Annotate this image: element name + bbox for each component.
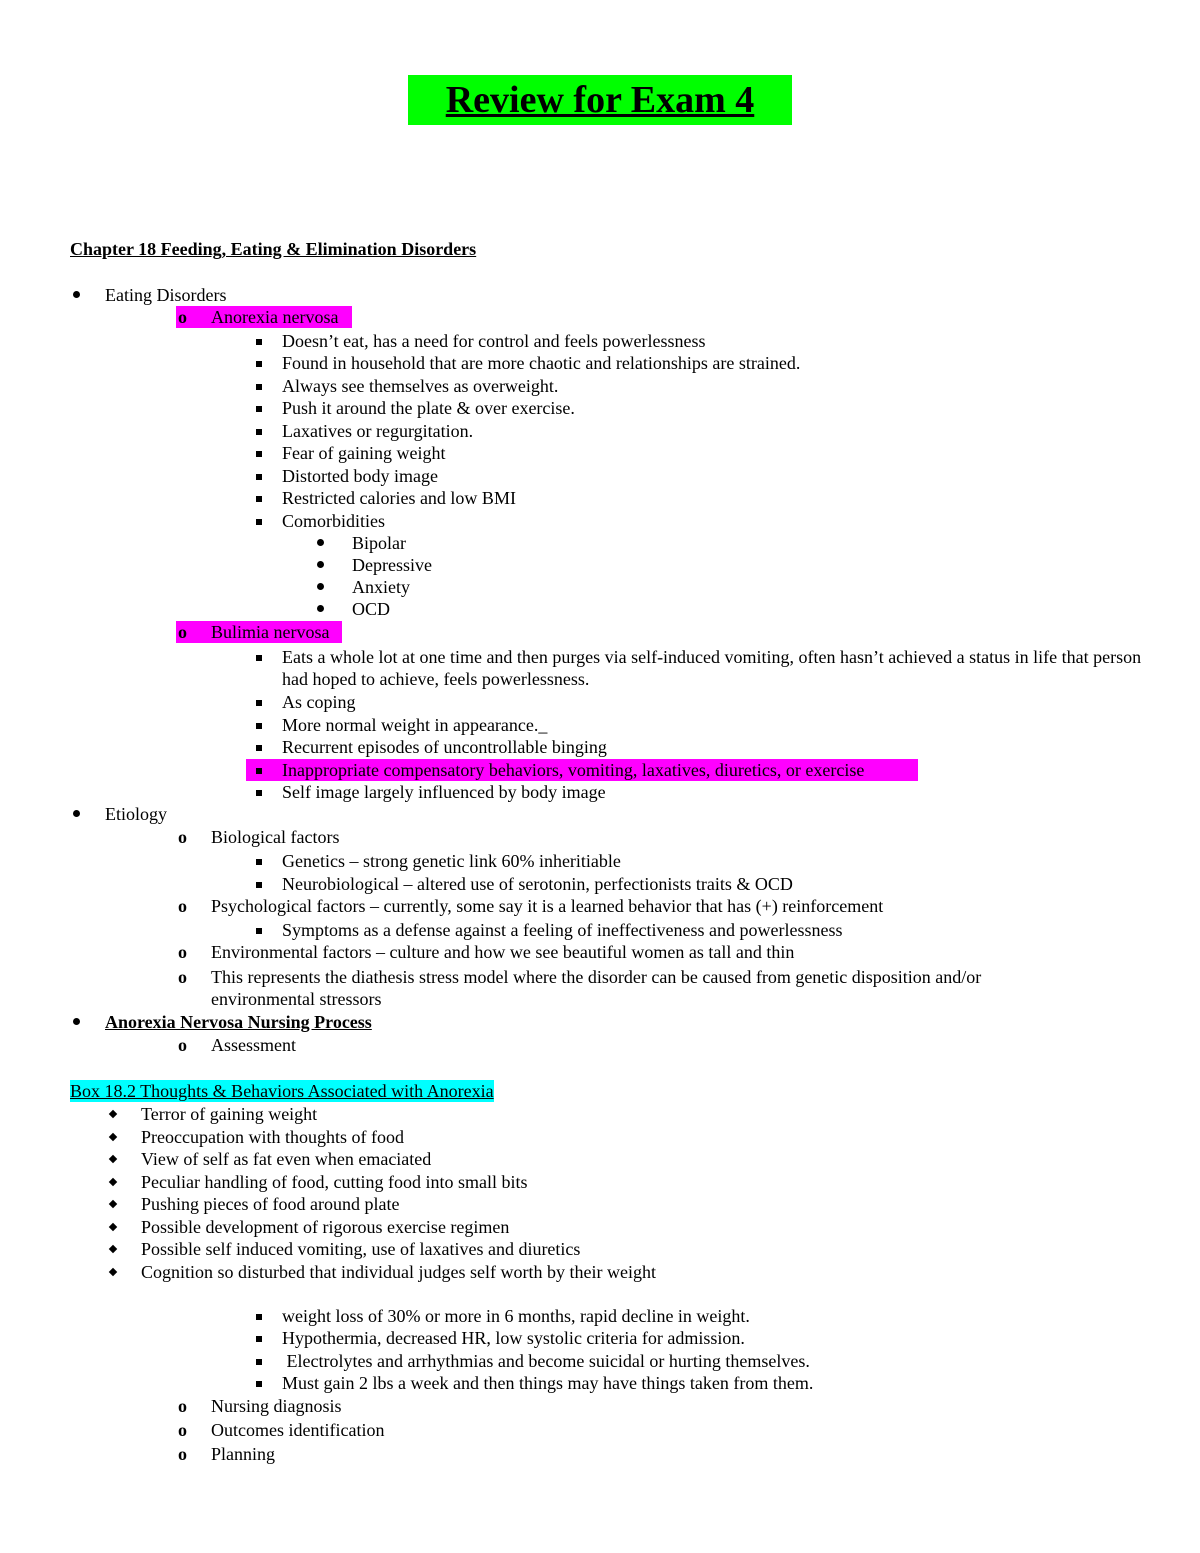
anorexia-item: Distorted body image — [282, 466, 438, 486]
admission-item: Electrolytes and arrhythmias and become suicidal or hurting themselves. — [282, 1351, 810, 1371]
comorbidity-item: Bipolar — [352, 533, 406, 553]
bullet-o: o — [178, 967, 187, 987]
bullet-square — [256, 429, 262, 435]
psychological-item: Symptoms as a defense against a feeling of ineffectiveness and powerlessness — [282, 920, 843, 940]
nursing-process-heading: Anorexia Nervosa Nursing Process — [105, 1012, 372, 1032]
chapter-heading: Chapter 18 Feeding, Eating & Elimination Disorders — [70, 239, 477, 259]
bullet-square — [256, 384, 262, 390]
bullet-o: o — [178, 1035, 187, 1055]
bullet-square — [256, 1336, 262, 1342]
bullet-diamond — [109, 1133, 117, 1141]
bullet-square — [256, 1314, 262, 1320]
box-heading: Box 18.2 Thoughts & Behaviors Associated with Anorexia — [70, 1081, 494, 1101]
bullet-dot — [317, 539, 324, 546]
bullet-diamond — [109, 1178, 117, 1186]
admission-item: Hypothermia, decreased HR, low systolic criteria for admission. — [282, 1328, 745, 1348]
etiology-label: Etiology — [105, 804, 167, 824]
bulimia-item: As coping — [282, 692, 356, 712]
bullet-diamond — [109, 1223, 117, 1231]
box-item: Cognition so disturbed that individual judges self worth by their weight — [141, 1262, 656, 1282]
admission-item: weight loss of 30% or more in 6 months, rapid decline in weight. — [282, 1306, 750, 1326]
bullet-square — [256, 519, 262, 525]
bullet-square — [256, 790, 262, 796]
bullet-dot — [317, 583, 324, 590]
bullet-diamond — [109, 1245, 117, 1253]
bullet-square — [256, 928, 262, 934]
bullet-diamond — [109, 1155, 117, 1163]
box-item: Terror of gaining weight — [141, 1104, 318, 1124]
anorexia-item: Restricted calories and low BMI — [282, 488, 516, 508]
bullet-square — [256, 1381, 262, 1387]
anorexia-item: Fear of gaining weight — [282, 443, 446, 463]
psychological-label: Psychological factors – currently, some say it is a learned behavior that has (+) reinforcement — [211, 896, 884, 916]
box-item: Possible development of rigorous exercise regimen — [141, 1217, 510, 1237]
bullet-dot — [73, 810, 80, 817]
bulimia-item: Inappropriate compensatory behaviors, vomiting, laxatives, diuretics, or exercise — [282, 760, 865, 780]
anorexia-item: Found in household that are more chaotic and relationships are strained. — [282, 353, 801, 373]
bullet-o: o — [178, 942, 187, 962]
diathesis-text: This represents the diathesis stress model where the disorder can be caused from genetic disposition and/or environmental stressors — [211, 967, 982, 1009]
bulimia-label: Bulimia nervosa — [211, 622, 330, 642]
comorbidity-item: Depressive — [352, 555, 432, 575]
bullet-dot — [73, 291, 80, 298]
comorbidity-item: OCD — [352, 599, 391, 619]
box-item: Peculiar handling of food, cutting food into small bits — [141, 1172, 528, 1192]
anorexia-item: Laxatives or regurgitation. — [282, 421, 474, 441]
anorexia-item: Always see themselves as overweight. — [282, 376, 559, 396]
anorexia-item: Doesn’t eat, has a need for control and feels powerlessness — [282, 331, 706, 351]
bullet-o: o — [178, 827, 187, 847]
page-title: Review for Exam 4 — [408, 75, 792, 125]
bullet-square — [256, 361, 262, 367]
anorexia-label: Anorexia nervosa — [211, 307, 339, 327]
process-step: Nursing diagnosis — [211, 1396, 342, 1416]
bulimia-item: Self image largely influenced by body image — [282, 782, 606, 802]
bullet-square — [256, 723, 262, 729]
bullet-dot — [73, 1018, 80, 1025]
bullet-o: o — [178, 1396, 187, 1416]
biological-item: Neurobiological – altered use of serotonin, perfectionists traits & OCD — [282, 874, 793, 894]
assessment-label: Assessment — [211, 1035, 296, 1055]
bullet-dot — [317, 561, 324, 568]
bulimia-item: More normal weight in appearance._ — [282, 715, 548, 735]
bullet-square — [256, 859, 262, 865]
bullet-o: o — [178, 622, 187, 642]
bullet-square — [256, 768, 262, 774]
bullet-o: o — [178, 1420, 187, 1440]
admission-item: Must gain 2 lbs a week and then things may have things taken from them. — [282, 1373, 814, 1393]
bullet-square — [256, 745, 262, 751]
bullet-square — [256, 406, 262, 412]
process-step: Outcomes identification — [211, 1420, 385, 1440]
anorexia-item: Comorbidities — [282, 511, 385, 531]
anorexia-item: Push it around the plate & over exercise. — [282, 398, 575, 418]
bullet-o: o — [178, 896, 187, 916]
bullet-dot — [317, 605, 324, 612]
bullet-square — [256, 339, 262, 345]
bullet-square — [256, 474, 262, 480]
bullet-square — [256, 451, 262, 457]
bullet-o: o — [178, 1444, 187, 1464]
eating-disorders-label: Eating Disorders — [105, 285, 227, 305]
bulimia-item: Eats a whole lot at one time and then purges via self-induced vomiting, often hasn’t achieved a status in life that person had hoped to achieve, feels powerlessness. — [282, 647, 1142, 689]
bullet-diamond — [109, 1200, 117, 1208]
process-step: Planning — [211, 1444, 276, 1464]
environmental-label: Environmental factors – culture and how we see beautiful women as tall and thin — [211, 942, 795, 962]
bullet-o: o — [178, 307, 187, 327]
bullet-square — [256, 1359, 262, 1365]
biological-item: Genetics – strong genetic link 60% inheritiable — [282, 851, 621, 871]
bullet-square — [256, 655, 262, 661]
bullet-square — [256, 882, 262, 888]
bullet-square — [256, 496, 262, 502]
box-item: Pushing pieces of food around plate — [141, 1194, 400, 1214]
bulimia-item: Recurrent episodes of uncontrollable binging — [282, 737, 607, 757]
comorbidity-item: Anxiety — [352, 577, 410, 597]
bullet-square — [256, 700, 262, 706]
bullet-diamond — [109, 1268, 117, 1276]
box-item: Possible self induced vomiting, use of laxatives and diuretics — [141, 1239, 581, 1259]
box-item: Preoccupation with thoughts of food — [141, 1127, 404, 1147]
bullet-diamond — [109, 1110, 117, 1118]
biological-label: Biological factors — [211, 827, 340, 847]
box-item: View of self as fat even when emaciated — [141, 1149, 432, 1169]
